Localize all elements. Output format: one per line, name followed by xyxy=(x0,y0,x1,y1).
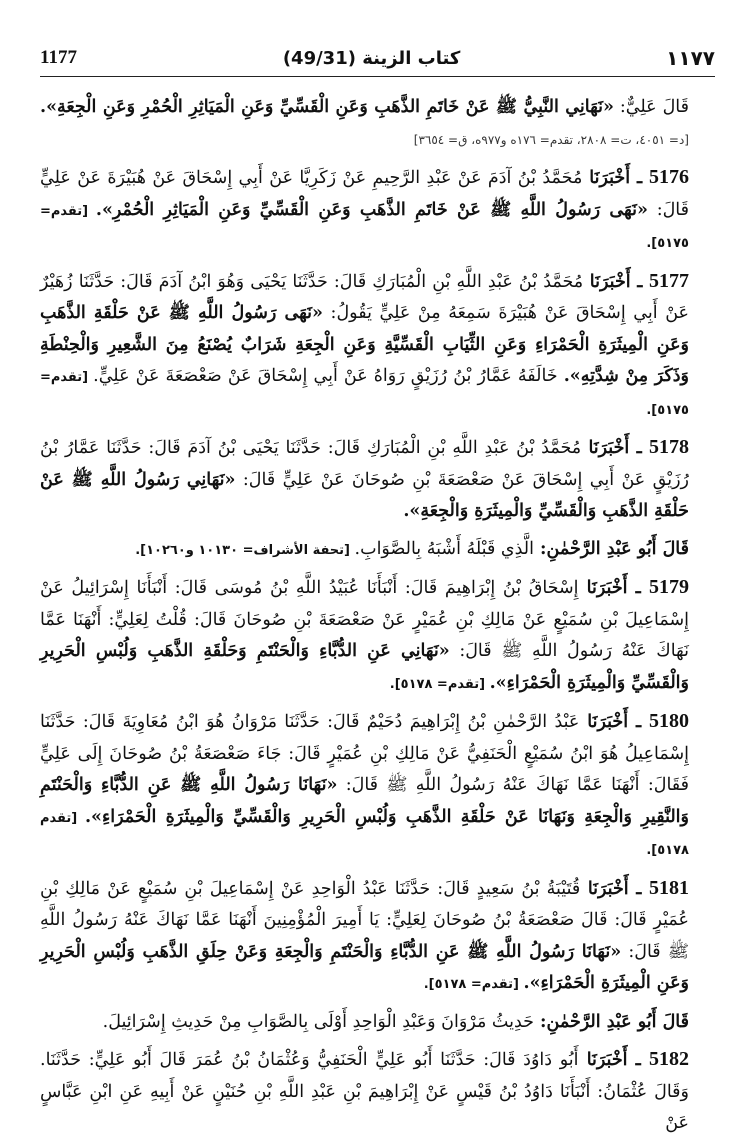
akhbarana: ـ أَخْبَرَنَا xyxy=(579,712,649,732)
akhbarana: ـ أَخْبَرَنَا xyxy=(578,578,649,598)
hadith-quote: «نَهَى رَسُولُ اللَّهِ ﷺ عَنْ خَاتَمِ الذَّهَبِ وَعَنِ الْقَسِّيِّ وَعَنِ الْمَيَاثِرِ الْحُمْرِ». xyxy=(95,199,648,220)
isnad-text: مُحَمَّدُ بْنُ عَبْدِ اللَّهِ بْنِ الْمُبَارَكِ قَالَ: حَدَّثَنَا يَحْيَى بْنُ آدَمَ قَالَ: حَدَّثَنَا عَمَّارُ بْنُ رُزَيْقٍ عَنْ أَبِي إِسْحَاقَ عَنْ صَعْصَعَةَ بْنِ صُوحَانَ عَنْ عَلِيٍّ قَالَ: xyxy=(40,438,689,490)
hadith-quote: «نَهَانَا رَسُولُ اللَّهِ ﷺ عَنِ الدُّبَّاءِ وَالْحَنْتَمِ وَالنَّقِيرِ وَالْجِعَةِ وَنَهَانَا عَنْ حَلْقَةِ الذَّهَبِ وَلُبْسِ الْحَرِيرِ وَالْقَسِّيِّ وَالْمِيثَرَةِ الْحَمْرَاءِ». xyxy=(40,775,689,827)
reference: [تقدم ٥١٧٨]. xyxy=(40,810,689,858)
hadith-5178 xyxy=(40,432,715,528)
isnad-text: عَبْدُ الرَّحْمٰنِ بْنُ إِبْرَاهِيمَ دُحَيْمٌ قَالَ: حَدَّثَنَا مَرْوَانُ هُوَ ابْنُ مُعَاوِيَةَ قَالَ: حَدَّثَنَا إِسْمَاعِيلُ هُوَ ابْنُ سُمَيْعٍ الْحَنَفِيُّ عَنْ مَالِكِ بْنِ عُمَيْرٍ قَالَ: جَاءَ صَعْصَعَةُ بْنُ صُوحَانَ إِلَى عَلِيٍّ فَقَالَ: أَنْهَنَا عَمَّا نَهَاكَ عَنْهُ رَسُولُ اللَّهِ ﷺ قَالَ: xyxy=(40,712,689,795)
note-text: الَّذِي قَبْلَهُ أَشْبَهُ بِالصَّوَابِ. xyxy=(354,538,534,559)
isnad-text: مُحَمَّدُ بْنُ عَبْدِ اللَّهِ بْنِ الْمُبَارَكِ قَالَ: حَدَّثَنَا يَحْيَى وَهُوَ ابْنُ آدَمَ قَالَ: حَدَّثَنَا زُهَيْرٌ عَنْ أَبِي إِسْحَاقَ عَنْ هُبَيْرَةَ سَمِعَهُ مِنْ عَلِيٍّ يَقُولُ: xyxy=(40,271,689,323)
isnad-text: قُتَيْبَةُ بْنُ سَعِيدٍ قَالَ: حَدَّثَنَا عَبْدُ الْوَاحِدِ عَنْ إِسْمَاعِيلَ بْنِ سُمَيْعٍ عَنْ مَالِكِ بْنِ عُمَيْرٍ قَالَ: قَالَ صَعْصَعَةُ بْنُ صُوحَانَ لِعَلِيٍّ: يَا أَمِيرَ الْمُؤْمِنِينَ أَنْهَنَا عَمَّا نَهَاكَ عَنْهُ رَسُولُ اللَّهِ ﷺ قَالَ: xyxy=(40,878,689,962)
hadith-number: 5176 xyxy=(649,166,689,188)
akhbarana: ـ أَخْبَرَنَا xyxy=(580,878,649,899)
note-label: قَالَ أَبُو عَبْدِ الرَّحْمٰنِ: xyxy=(533,1011,689,1032)
akhbarana: ـ أَخْبَرَنَا xyxy=(581,438,650,458)
hadith-number: 5181 xyxy=(649,876,689,899)
author-note xyxy=(40,534,715,567)
note-text: حَدِيثُ مَرْوَانَ وَعَبْدِ الْوَاحِدِ أَوْلَى بِالصَّوَابِ مِنْ حَدِيثِ إِسْرَائِيلَ. xyxy=(102,1011,534,1032)
reference: [تقدم= ٥١٧٥]. xyxy=(40,203,689,251)
hadith-continuation xyxy=(40,92,715,156)
tail-text: خَالَفَهُ عَمَّارُ بْنُ رُزَيْقٍ رَوَاهُ عَنْ أَبِي إِسْحَاقَ عَنْ صَعْصَعَةَ عَنْ عَلِيٍّ. xyxy=(93,366,564,386)
akhbarana: ـ أَخْبَرَنَا xyxy=(578,1050,649,1070)
page-header xyxy=(40,40,715,77)
page-number-arabic: ١١٧٧ xyxy=(666,46,715,70)
hadith-quote: «نَهَى رَسُولُ اللَّهِ ﷺ عَنْ حَلْقَةِ الذَّهَبِ وَعَنِ الْمِيثَرَةِ الْحَمْرَاءِ وَعَنِ الثِّيَابِ الْقَسِّيَّةِ وَعَنِ الْجِعَةِ شَرَابٌ يُصْنَعُ مِنَ الشَّعِيرِ وَالْحِنْطَةِ وَذَكَرَ مِنْ شِدَّتِهِ». xyxy=(40,303,689,386)
reference: [تقدم= ٥١٧٥]. xyxy=(40,370,689,418)
hadith-quote: «نَهَانِي عَنِ الدُّبَّاءِ وَالْحَنْتَمِ وَحَلْقَةِ الذَّهَبِ وَلُبْسِ الْحَرِيرِ وَالْقَسِّيِّ وَالْمِيثَرَةِ الْحَمْرَاءِ». xyxy=(40,641,689,693)
lead-text: قَالَ عَلِيٌّ: xyxy=(613,97,689,117)
hadith-number: 5182 xyxy=(649,1048,689,1070)
hadith-5180 xyxy=(40,706,715,867)
hadith-number: 5177 xyxy=(649,269,689,292)
hadith-5176 xyxy=(40,162,715,260)
isnad-text: إِسْحَاقُ بْنُ إِبْرَاهِيمَ قَالَ: أَنْبَأَنَا عُبَيْدُ اللَّهِ بْنُ مُوسَى قَالَ: أَنْبَأَنَا إِسْرَائِيلُ عَنْ إِسْمَاعِيلَ بْنِ سُمَيْعٍ عَنْ مَالِكِ بْنِ عُمَيْرٍ عَنْ صَعْصَعَةَ بْنِ صُوحَانَ قَالَ: قُلْتُ لِعَلِيٍّ: أَنْهَنَا عَمَّا نَهَاكَ عَنْهُ رَسُولُ اللَّهِ ﷺ قَالَ: xyxy=(40,578,689,661)
akhbarana: ـ أَخْبَرَنَا xyxy=(582,168,649,188)
hadith-quote: «نَهَانِي رَسُولُ اللَّهِ ﷺ عَنْ حَلْقَةِ الذَّهَبِ وَالْقَسِّيِّ وَالْمِيثَرَةِ وَالْجِعَةِ». xyxy=(40,469,689,521)
reference: [تحفة الأشراف= ١٠١٣٠ و١٠٢٦٠]. xyxy=(135,542,355,558)
hadith-5177 xyxy=(40,266,715,427)
reference: [تقدم= ٥١٧٨]. xyxy=(389,676,490,692)
hadith-5181 xyxy=(40,873,715,1001)
note-label: قَالَ أَبُو عَبْدِ الرَّحْمٰنِ: xyxy=(533,538,689,559)
akhbarana: ـ أَخْبَرَنَا xyxy=(583,271,649,292)
reference: [د= ٤٠٥١، ت= ٢٨٠٨، تقدم= ١٧٦ه و٩٧٧ه، ق= ٣٦٥٤] xyxy=(413,132,689,147)
reference: [تقدم= ٥١٧٨]. xyxy=(423,977,524,992)
hadith-number: 5178 xyxy=(649,436,690,458)
page-number-latin: 1177 xyxy=(40,47,77,68)
page-body xyxy=(40,92,715,1133)
hadith-quote: «نَهَانِي النَّبِيُّ ﷺ عَنْ خَاتَمِ الذَّهَبِ وَعَنِ الْقَسِّيِّ وَعَنِ الْمَيَاثِرِ الْحُمْرِ وَعَنِ الْجِعَةِ». xyxy=(40,97,614,117)
isnad-text: مُحَمَّدُ بْنُ آدَمَ عَنْ عَبْدِ الرَّحِيمِ عَنْ زَكَرِيَّا عَنْ أَبِي إِسْحَاقَ عَنْ هُبَيْرَةَ عَنْ عَلِيٍّ قَالَ: xyxy=(40,168,690,220)
isnad-text: أَبُو دَاوُدَ قَالَ: حَدَّثَنَا أَبُو عَلِيٍّ الْحَنَفِيُّ وَعُثْمَانُ بْنُ عُمَرَ قَالَ أَبُو عَلِيٍّ: حَدَّثَنَا. وَقَالَ عُثْمَانُ: أَنْبَأَنَا دَاوُدُ بْنُ قَيْسٍ عَنْ إِبْرَاهِيمَ بْنِ عَبْدِ اللَّهِ بْنِ حُنَيْنٍ عَنْ أَبِيهِ عَنِ ابْنِ عَبَّاسٍ عَنْ xyxy=(40,1050,689,1133)
hadith-5182 xyxy=(40,1044,715,1140)
running-title: كتاب الزينة (49/31) xyxy=(282,47,461,69)
hadith-number: 5180 xyxy=(649,710,689,732)
hadith-number: 5179 xyxy=(649,576,689,598)
hadith-quote: «نَهَانَا رَسُولُ اللَّهِ ﷺ عَنِ الدُّبَّاءِ وَالْحَنْتَمِ وَالْجِعَةِ وَعَنْ حِلَقِ الذَّهَبِ وَلُبْسِ الْحَرِيرِ وَعَنِ الْمِيثَرَةِ الْحَمْرَاءِ». xyxy=(40,941,689,993)
author-note xyxy=(40,1007,715,1039)
hadith-5179 xyxy=(40,572,715,700)
